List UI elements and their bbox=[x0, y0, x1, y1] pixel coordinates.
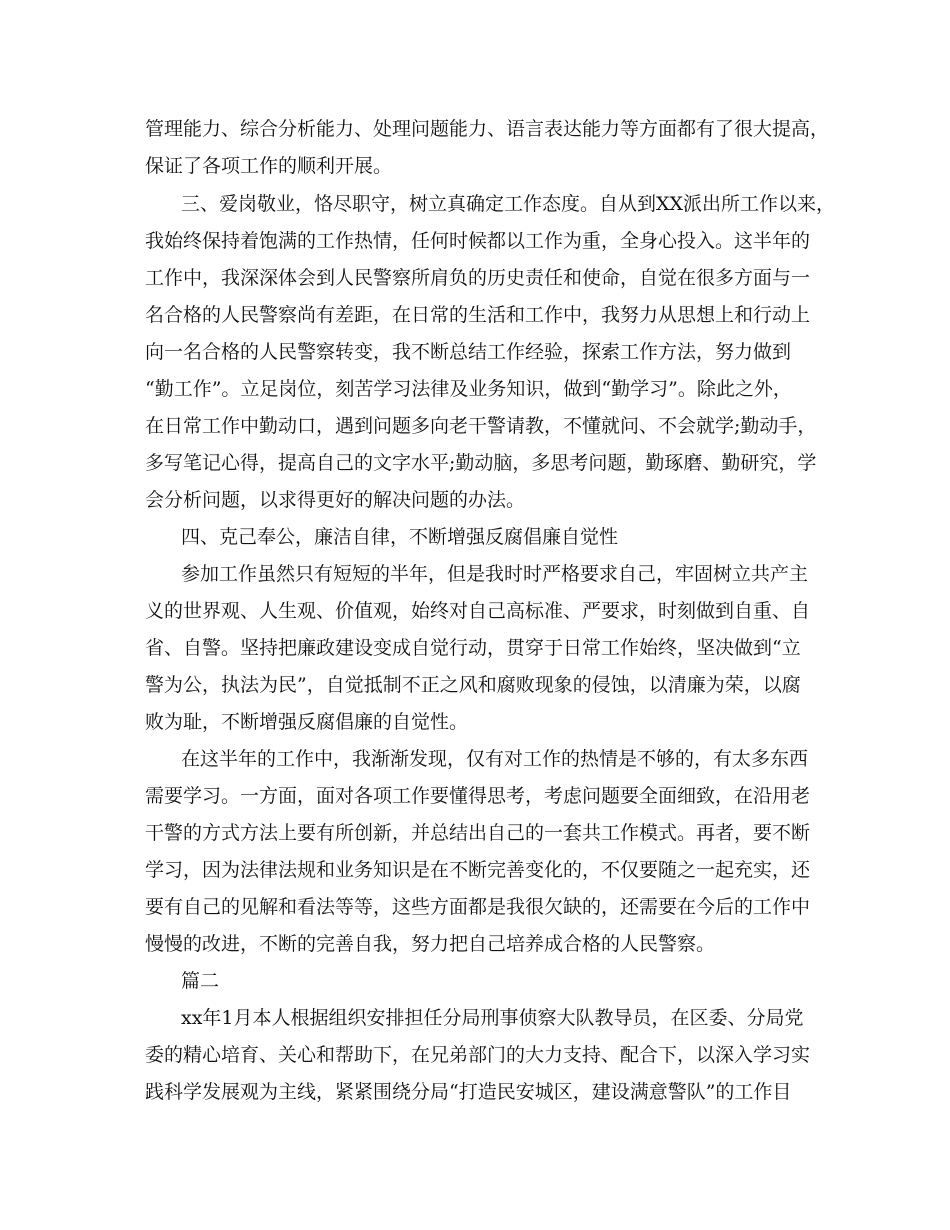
text-line: “勤工作”。立足岗位，刻苦学习法律及业务知识，做到“勤学习”。除此之外， bbox=[145, 378, 792, 400]
text-line: 管理能力、综合分析能力、处理问题能力、语言表达能力等方面都有了很大提高， bbox=[145, 118, 830, 140]
text-line: 多写笔记心得，提高自己的文字水平;勤动脑，多思考问题，勤琢磨、勤研究，学 bbox=[145, 452, 817, 474]
text-line: 在这半年的工作中，我渐渐发现，仅有对工作的热情是不够的，有太多东西 bbox=[181, 748, 809, 770]
text-line: 我始终保持着饱满的工作热情，任何时候都以工作为重，全身心投入。这半年的 bbox=[145, 230, 811, 252]
text-line: 干警的方式方法上要有所创新，并总结出自己的一套共工作模式。再者，要不断 bbox=[145, 822, 811, 844]
text-line: 慢慢的改进，不断的完善自我，努力把自己培养成合格的人民警察。 bbox=[145, 933, 716, 955]
text-line: 委的精心培育、关心和帮助下，在兄弟部门的大力支持、配合下，以深入学习实 bbox=[145, 1044, 811, 1066]
text-line: 向一名合格的人民警察转变，我不断总结工作经验，探索工作方法，努力做到 bbox=[145, 341, 792, 363]
text-line: 践科学发展观为主线，紧紧围绕分局“打造民安城区，建设满意警队”的工作目 bbox=[145, 1081, 792, 1103]
text-line: 需要学习。一方面，面对各项工作要懂得思考，考虑问题要全面细致，在沿用老 bbox=[145, 785, 811, 807]
text-line: 参加工作虽然只有短短的半年，但是我时时严格要求自己，牢固树立共产主 bbox=[181, 563, 809, 585]
section-heading: 篇二 bbox=[181, 970, 220, 992]
text-line: 名合格的人民警察尚有差距，在日常的生活和工作中，我努力从思想上和行动上 bbox=[145, 304, 811, 326]
text-line: 三、爱岗敬业，恪尽职守，树立真确定工作态度。自从到XX派出所工作以来， bbox=[181, 193, 836, 215]
text-line: 要有自己的见解和看法等等，这些方面都是我很欠缺的，还需要在今后的工作中 bbox=[145, 896, 811, 918]
text-line: 会分析问题，以求得更好的解决问题的办法。 bbox=[145, 489, 526, 511]
text-line: 在日常工作中勤动口，遇到问题多向老干警请教，不懂就问、不会就学;勤动手， bbox=[145, 415, 817, 437]
text-line: 工作中，我深深体会到人民警察所肩负的历史责任和使命，自觉在很多方面与一 bbox=[145, 267, 811, 289]
text-line: 败为耻，不断增强反腐倡廉的自觉性。 bbox=[145, 711, 469, 733]
text-line: 保证了各项工作的顺利开展。 bbox=[145, 155, 393, 177]
text-line: 省、自警。坚持把廉政建设变成自觉行动，贯穿于日常工作始终，坚决做到“立 bbox=[145, 637, 801, 659]
text-line: 学习，因为法律法规和业务知识是在不断完善变化的，不仅要随之一起充实，还 bbox=[145, 859, 811, 881]
text-line: xx年1月本人根据组织安排担任分局刑事侦察大队教导员，在区委、分局党 bbox=[181, 1007, 804, 1029]
text-line: 义的世界观、人生观、价值观，始终对自己高标准、严要求，时刻做到自重、自 bbox=[145, 600, 811, 622]
text-line: 警为公，执法为民”，自觉抵制不正之风和腐败现象的侵蚀，以清廉为荣，以腐 bbox=[145, 674, 801, 696]
section-heading: 四、克己奉公，廉洁自律，不断增强反腐倡廉自觉性 bbox=[181, 526, 619, 548]
